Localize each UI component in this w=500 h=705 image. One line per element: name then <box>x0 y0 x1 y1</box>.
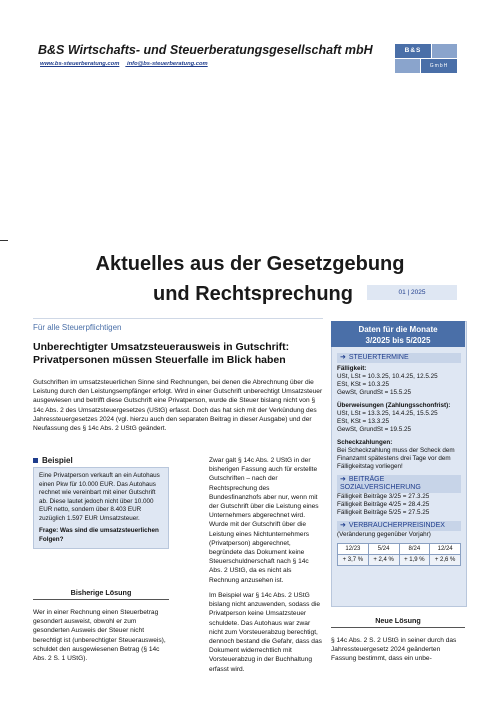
cpi-month: 5/24 <box>368 544 399 555</box>
article-headline: Unberechtigter Umsatzsteuerausweis in Gutschrift: Privatpersonen müssen Steuerfalle im Blick haben <box>33 341 290 366</box>
square-bullet-icon <box>33 458 38 463</box>
example-box <box>33 467 169 549</box>
fold-mark <box>0 240 8 241</box>
firm-logo <box>395 44 457 74</box>
cpi-month: 12/24 <box>430 544 461 555</box>
column-text-2: Im Beispiel war § 14c Abs. 2 UStG bislang nicht anzuwenden, sodass die Privatperson keine Umsatzsteuer schuldete. Das Autohaus war zwar nicht zum Vorsteuerabzug berechtigt, dennoch bestand die Gefahr, dass das Dokument widerrechtlich mit Vorsteuerabzug in der Buchhaltung erfasst wird. <box>209 592 322 673</box>
cpi-value: + 3,7 % <box>338 555 369 566</box>
page-title-line1: Aktuelles aus der Gesetzgebung <box>95 253 405 275</box>
arrow-right-icon: ➜ <box>340 476 346 483</box>
transfer-line: USt, LSt = 13.3.25, 14.4.25, 15.5.25 <box>337 410 438 417</box>
sidebar-content <box>337 350 461 566</box>
issue-badge: 01 | 2025 <box>367 285 457 300</box>
due-line: USt, LSt = 10.3.25, 10.4.25, 12.5.25 <box>337 373 438 380</box>
sidebar-title: Daten für die Monate 3/2025 bis 5/2025 <box>331 321 465 347</box>
firm-name: B&S Wirtschafts- und Steuerberatungsgesellschaft mbH <box>38 43 373 57</box>
example-heading: Beispiel <box>33 456 169 465</box>
cpi-table <box>337 543 461 566</box>
cheque-label: Scheckzahlungen: <box>337 439 393 446</box>
divider <box>33 318 323 319</box>
social-insurance-heading: ➜ BEITRÄGE SOZIALVERSICHERUNG <box>337 475 461 493</box>
cpi-value: + 1,9 % <box>399 555 430 566</box>
page-title-line2: und Rechtsprechung <box>152 283 353 305</box>
transfer-line: GewSt, GrundSt = 19.5.25 <box>337 426 412 433</box>
new-solution-heading: Neue Lösung <box>331 616 465 628</box>
previous-solution-text: Wer in einer Rechnung einen Steuerbetrag gesondert ausweist, obwohl er zum gesonderten Ausweis der Steuer nicht berechtigt ist (unberechtigter Steuerausweis), schuldet den ausgewiesenen Betrag (§ 14c Abs. 2 S. 1 UStG). <box>33 609 166 663</box>
transfer-line: ESt, KSt = 13.3.25 <box>337 418 389 425</box>
social-line: Fälligkeit Beiträge 4/25 = 28.4.25 <box>337 501 430 508</box>
arrow-right-icon: ➜ <box>340 354 346 361</box>
logo-top: B&S <box>395 44 431 58</box>
due-line: ESt, KSt = 10.3.25 <box>337 381 389 388</box>
previous-solution-heading: Bisherige Lösung <box>33 588 169 600</box>
example-text: Eine Privatperson verkauft an ein Autohaus einen Pkw für 10.000 EUR. Das Autohaus rechnet wie vereinbart mit einer Gutschrift ab. Diese lautet jedoch nicht über 10.000 EUR netto, sondern über 8.403 EUR zuzüglich 1.597 EUR Umsatzsteuer. <box>39 472 160 522</box>
example-section <box>33 456 169 549</box>
website-link[interactable]: www.bs-steuerberatung.com <box>40 61 120 67</box>
tax-dates-heading: ➜ STEUERTERMINE <box>337 353 461 363</box>
cpi-value: + 2,4 % <box>368 555 399 566</box>
article-lead: Gutschriften im umsatzsteuerlichen Sinne sind Rechnungen, bei denen die Abrechnung über die Leistung durch den Leistungsempfänger erfolgt. Wird in einer Gutschrift unberechtigt Umsatzsteuer ausgewiesen und betrifft diese Gutschrift eine Privatperson, wurde die Steuer bislang nicht von § 14c Abs. 2 des Umsatzsteuergesetzes (UStG) erfasst. Doch das hat sich mit der Verkündung des Jahressteuergesetzes 2024 (vgl. hierzu auch den separaten Beitrag in dieser Ausgabe) und der Neufassung des § 14c Abs. 2 UStG geändert. <box>33 379 323 433</box>
transfer-label: Überweisungen (Zahlungsschonfrist): <box>337 402 451 409</box>
social-line: Fälligkeit Beiträge 5/25 = 27.5.25 <box>337 509 430 516</box>
column-text-1: Zwar galt § 14c Abs. 2 UStG in der bisherigen Fassung auch für erstellte Gutschriften – nach der Rechtsprechung des Bundesfinanzhofs aber nur, wenn mit der Gutschrift über die Leistung eines Unternehmers abgerechnet wird. Wurde mit der Gutschrift über die Leistung eines Nichtunternehmers (Privatperson) abgerechnet, begründete das Dokument keine Steuerschuldnerschaft nach § 14c Abs. 2 UStG, da es nicht als Rechnung anzusehen ist. <box>209 457 319 584</box>
arrow-right-icon: ➜ <box>340 522 346 529</box>
contact-links <box>40 61 214 67</box>
cpi-month: 12/23 <box>338 544 369 555</box>
email-link[interactable]: info@bs-steuerberatung.com <box>126 61 208 67</box>
cheque-text: Bei Scheckzahlung muss der Scheck dem Finanzamt spätestens drei Tage vor dem Fälligkeitstag vorliegen! <box>337 447 455 470</box>
cpi-subtitle: (Veränderung gegenüber Vorjahr) <box>337 531 431 538</box>
logo-bottom: GmbH <box>421 59 457 73</box>
cpi-month: 8/24 <box>399 544 430 555</box>
cpi-value: + 2,6 % <box>430 555 461 566</box>
social-line: Fälligkeit Beiträge 3/25 = 27.3.25 <box>337 493 430 500</box>
cpi-heading: ➜ VERBRAUCHERPREISINDEX <box>337 521 461 531</box>
example-question: Frage: Was sind die umsatzsteuerlichen Folgen? <box>39 527 159 543</box>
due-line: GewSt, GrundSt = 15.5.25 <box>337 389 412 396</box>
article-kicker: Für alle Steuerpflichtigen <box>33 323 122 332</box>
new-solution-text: § 14c Abs. 2 S. 2 UStG in seiner durch das Jahressteuergesetz 2024 geänderten Fassung bestimmt, dass ein unbe- <box>331 637 457 663</box>
due-label: Fälligkeit: <box>337 365 367 372</box>
